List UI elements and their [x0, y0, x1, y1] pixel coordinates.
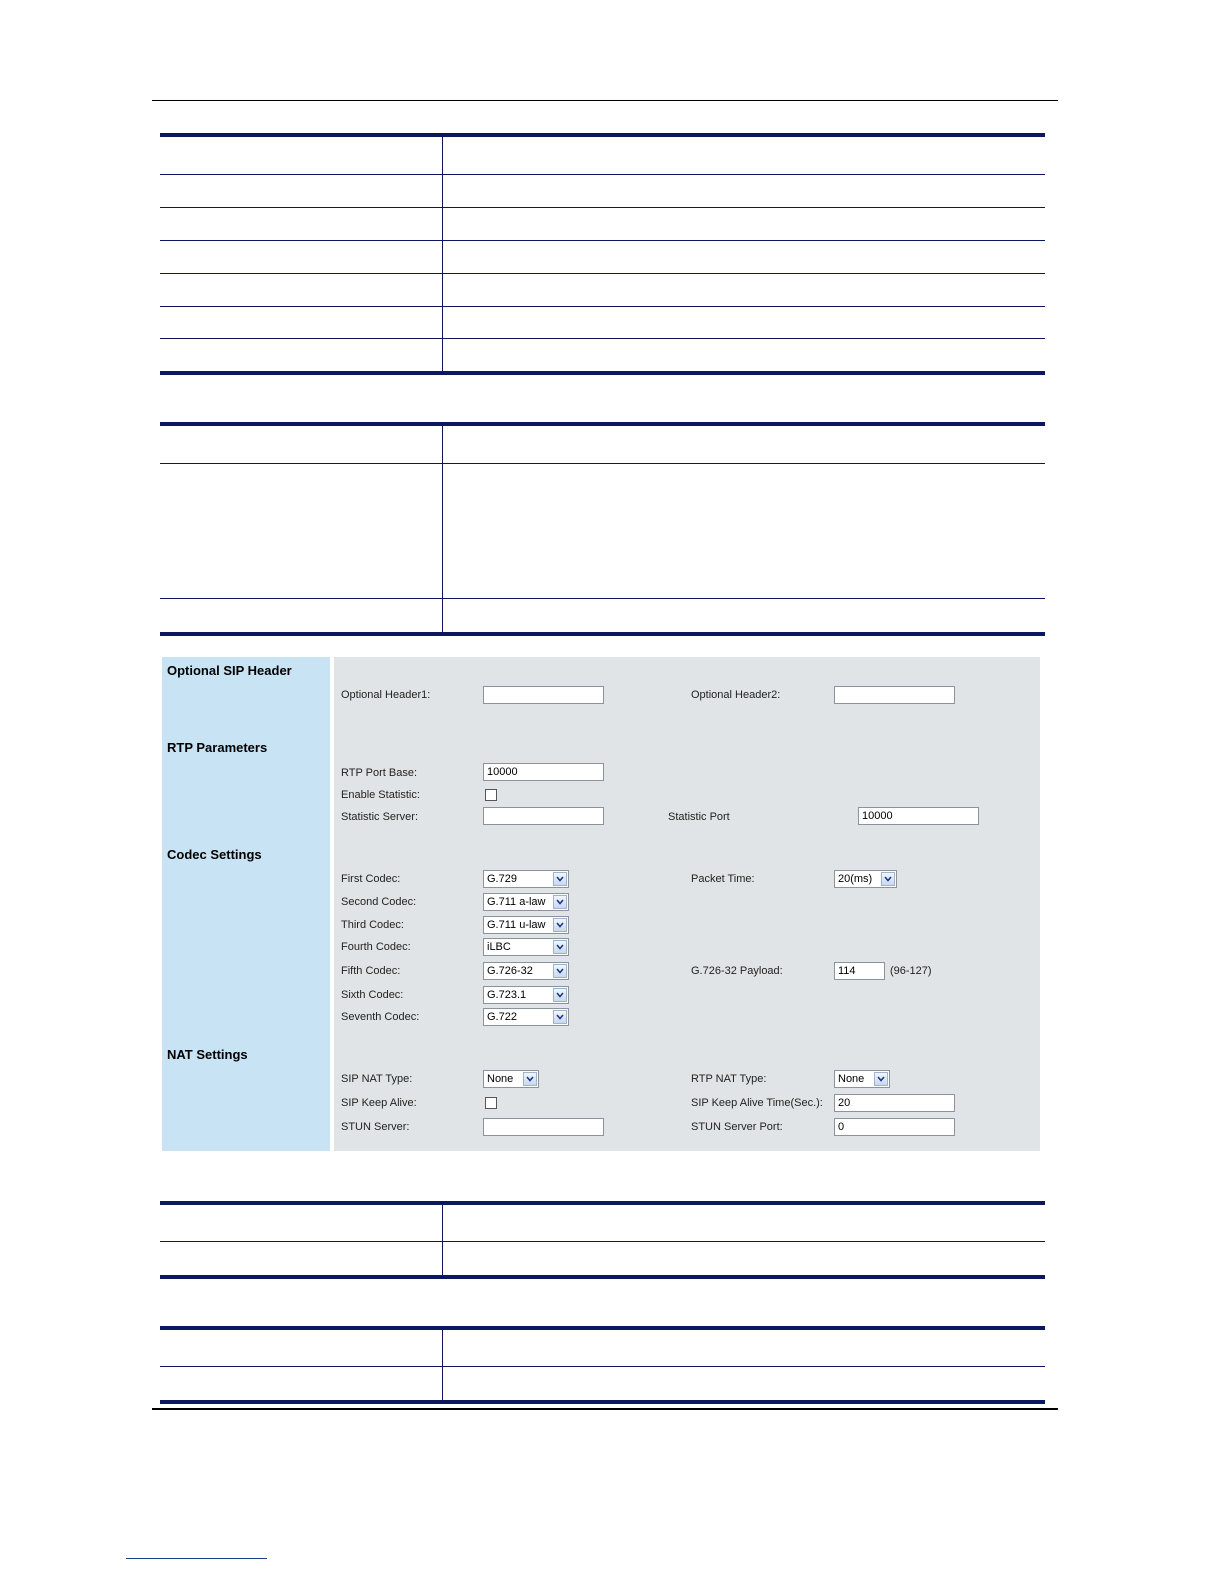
g726-payload-range: (96-127) — [890, 965, 932, 977]
first-codec-select[interactable]: G.729 — [483, 870, 569, 888]
sixth-codec-label: Sixth Codec: — [341, 989, 404, 1001]
sip-keep-alive-label: SIP Keep Alive: — [341, 1097, 417, 1109]
parameter-table-1 — [160, 133, 1045, 375]
table-row — [160, 137, 1045, 174]
second-codec-select[interactable]: G.711 a-law — [483, 893, 569, 911]
table-row — [160, 338, 1045, 371]
chevron-down-icon — [553, 895, 567, 909]
chevron-down-icon — [523, 1072, 537, 1086]
section-title-rtp-parameters: RTP Parameters — [167, 740, 268, 755]
statistic-port-label: Statistic Port — [668, 811, 730, 823]
third-codec-label: Third Codec: — [341, 919, 404, 931]
table-row — [160, 598, 1045, 632]
sip-keep-alive-checkbox[interactable] — [485, 1097, 497, 1109]
optional-header2-label: Optional Header2: — [691, 689, 781, 701]
third-codec-select[interactable]: G.711 u-law — [483, 916, 569, 934]
header-rule — [152, 100, 1058, 101]
parameter-table-4 — [160, 1326, 1045, 1404]
chevron-down-icon — [553, 918, 567, 932]
section-title-nat-settings: NAT Settings — [167, 1047, 248, 1062]
table-row — [160, 1205, 1045, 1241]
optional-header1-input[interactable] — [483, 686, 604, 704]
section-sidebar — [162, 657, 330, 1151]
rtp-nat-type-label: RTP NAT Type: — [691, 1073, 767, 1085]
stun-server-label: STUN Server: — [341, 1121, 410, 1133]
statistic-server-input[interactable] — [483, 807, 604, 825]
section-title-optional-sip-header: Optional SIP Header — [167, 663, 292, 678]
stun-server-port-label: STUN Server Port: — [691, 1121, 783, 1133]
statistic-server-label: Statistic Server: — [341, 811, 419, 823]
stun-server-port-input[interactable] — [834, 1118, 955, 1136]
sip-nat-type-select[interactable]: None — [483, 1070, 539, 1088]
chevron-down-icon — [881, 872, 895, 886]
parameter-table-2 — [160, 422, 1045, 636]
table-row — [160, 1330, 1045, 1366]
table-row — [160, 306, 1045, 338]
seventh-codec-label: Seventh Codec: — [341, 1011, 420, 1023]
optional-header1-label: Optional Header1: — [341, 689, 431, 701]
parameter-table-3 — [160, 1201, 1045, 1279]
fourth-codec-label: Fourth Codec: — [341, 941, 411, 953]
optional-header2-input[interactable] — [834, 686, 955, 704]
sixth-codec-select[interactable]: G.723.1 — [483, 986, 569, 1004]
chevron-down-icon — [553, 940, 567, 954]
enable-statistic-label: Enable Statistic: — [341, 789, 420, 801]
fourth-codec-select[interactable]: iLBC — [483, 938, 569, 956]
settings-area — [334, 657, 1040, 1151]
chevron-down-icon — [553, 1010, 567, 1024]
table-row — [160, 1241, 1045, 1275]
chevron-down-icon — [874, 1072, 888, 1086]
footer-separator-rule — [152, 1408, 1058, 1410]
g726-payload-label: G.726-32 Payload: — [691, 965, 783, 977]
packet-time-label: Packet Time: — [691, 873, 755, 885]
table-row — [160, 240, 1045, 273]
chevron-down-icon — [553, 964, 567, 978]
chevron-down-icon — [553, 988, 567, 1002]
table-row — [160, 426, 1045, 463]
first-codec-label: First Codec: — [341, 873, 401, 885]
packet-time-select[interactable]: 20(ms) — [834, 870, 897, 888]
statistic-port-input[interactable] — [858, 807, 979, 825]
seventh-codec-select[interactable]: G.722 — [483, 1008, 569, 1026]
fifth-codec-label: Fifth Codec: — [341, 965, 401, 977]
rtp-port-base-input[interactable] — [483, 763, 604, 781]
table-row — [160, 463, 1045, 598]
rtp-nat-type-select[interactable]: None — [834, 1070, 890, 1088]
footer-link-underline — [126, 1558, 267, 1559]
chevron-down-icon — [553, 872, 567, 886]
table-row — [160, 273, 1045, 306]
enable-statistic-checkbox[interactable] — [485, 789, 497, 801]
sip-keep-alive-time-input[interactable] — [834, 1094, 955, 1112]
stun-server-input[interactable] — [483, 1118, 604, 1136]
sip-nat-type-label: SIP NAT Type: — [341, 1073, 413, 1085]
g726-payload-input[interactable] — [834, 962, 885, 980]
table-row — [160, 207, 1045, 240]
section-title-codec-settings: Codec Settings — [167, 847, 262, 862]
sip-keep-alive-time-label: SIP Keep Alive Time(Sec.): — [691, 1097, 823, 1109]
fifth-codec-select[interactable]: G.726-32 — [483, 962, 569, 980]
table-row — [160, 1366, 1045, 1400]
sip-config-panel — [162, 657, 1040, 1151]
table-row — [160, 174, 1045, 207]
second-codec-label: Second Codec: — [341, 896, 417, 908]
rtp-port-base-label: RTP Port Base: — [341, 767, 418, 779]
